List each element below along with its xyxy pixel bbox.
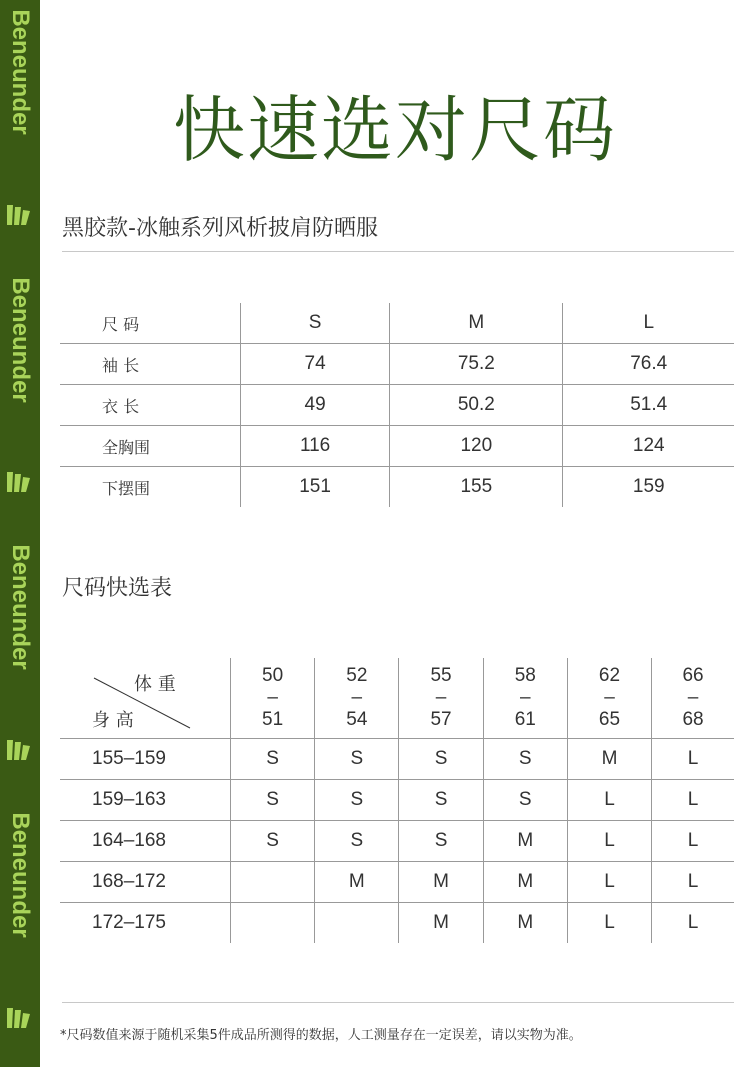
header-cell: M bbox=[390, 303, 563, 344]
size-cell: S bbox=[399, 780, 483, 821]
size-cell: L bbox=[652, 903, 734, 944]
weight-range-cell: 58 – 61 bbox=[483, 658, 567, 739]
header-cell: L bbox=[563, 303, 734, 344]
weight-range-cell: 50 – 51 bbox=[231, 658, 315, 739]
row-label: 衣 长 bbox=[60, 385, 241, 426]
size-cell: L bbox=[567, 862, 651, 903]
height-range-cell: 172–175 bbox=[92, 912, 166, 933]
divider bbox=[62, 251, 734, 252]
size-cell bbox=[231, 903, 315, 944]
size-cell: S bbox=[399, 821, 483, 862]
table-cell: 51.4 bbox=[563, 385, 734, 426]
size-cell: S bbox=[483, 780, 567, 821]
size-cell bbox=[315, 903, 399, 944]
size-cell: M bbox=[483, 821, 567, 862]
size-cell: S bbox=[315, 821, 399, 862]
row-label: 袖 长 bbox=[60, 344, 241, 385]
weight-range-cell: 62 – 65 bbox=[567, 658, 651, 739]
brand-logo-icon bbox=[6, 203, 34, 227]
page-title: 快速选对尺码 bbox=[172, 88, 617, 172]
table-cell: 155 bbox=[390, 467, 563, 508]
size-table bbox=[60, 303, 734, 507]
table-cell: 116 bbox=[241, 426, 390, 467]
row-label: 全胸围 bbox=[60, 426, 241, 467]
height-label: 身 高 bbox=[92, 710, 134, 731]
table-row bbox=[60, 780, 734, 821]
size-cell: L bbox=[652, 739, 734, 780]
weight-label: 体 重 bbox=[134, 674, 176, 695]
brand-logo-icon bbox=[6, 470, 34, 494]
size-cell: L bbox=[652, 780, 734, 821]
quick-table-title: 尺码快选表 bbox=[62, 576, 173, 601]
size-cell: M bbox=[399, 903, 483, 944]
row-label: 下摆围 bbox=[102, 478, 151, 498]
size-cell: S bbox=[399, 739, 483, 780]
size-cell: M bbox=[483, 903, 567, 944]
size-cell: S bbox=[315, 739, 399, 780]
table-cell: 76.4 bbox=[563, 344, 734, 385]
weight-range-cell: 55 – 57 bbox=[399, 658, 483, 739]
table-row bbox=[60, 467, 734, 508]
table-cell: 151 bbox=[241, 467, 390, 508]
size-cell: L bbox=[567, 780, 651, 821]
table-cell: 50.2 bbox=[390, 385, 563, 426]
size-cell: M bbox=[315, 862, 399, 903]
divider bbox=[62, 1002, 734, 1003]
table-cell: 74 bbox=[241, 344, 390, 385]
header-cell: S bbox=[241, 303, 390, 344]
height-range-cell: 155–159 bbox=[60, 739, 231, 780]
size-cell: S bbox=[231, 821, 315, 862]
size-cell: M bbox=[483, 862, 567, 903]
table-cell: 75.2 bbox=[390, 344, 563, 385]
diagonal-header-cell bbox=[60, 658, 231, 739]
size-cell: L bbox=[567, 903, 651, 944]
size-cell: M bbox=[399, 862, 483, 903]
size-cell: L bbox=[652, 821, 734, 862]
size-cell: S bbox=[315, 780, 399, 821]
table-header-row bbox=[60, 658, 734, 739]
size-cell bbox=[231, 862, 315, 903]
size-cell: M bbox=[567, 739, 651, 780]
brand-side-stripe: Beneunder Beneunder Beneunder Beneunder bbox=[0, 0, 40, 1067]
brand-logo-icon bbox=[6, 1006, 34, 1030]
header-cell: 尺 码 bbox=[60, 303, 241, 344]
size-cell: S bbox=[231, 780, 315, 821]
table-cell: 159 bbox=[563, 467, 734, 508]
height-range-cell: 168–172 bbox=[60, 862, 231, 903]
size-cell: L bbox=[652, 862, 734, 903]
weight-range-cell: 66 – 68 bbox=[652, 658, 734, 739]
table-row bbox=[60, 862, 734, 903]
weight-range-cell: 52 – 54 bbox=[315, 658, 399, 739]
table-cell: 120 bbox=[390, 426, 563, 467]
table-row bbox=[60, 821, 734, 862]
brand-logo-icon bbox=[6, 738, 34, 762]
table-row bbox=[60, 385, 734, 426]
height-range-cell: 164–168 bbox=[60, 821, 231, 862]
table-row bbox=[60, 903, 734, 944]
table-cell: 124 bbox=[563, 426, 734, 467]
table-header-row bbox=[60, 303, 734, 344]
table-row bbox=[60, 426, 734, 467]
table-cell: 49 bbox=[241, 385, 390, 426]
table-row bbox=[60, 344, 734, 385]
size-cell: L bbox=[567, 821, 651, 862]
table-row bbox=[60, 739, 734, 780]
footnote: *尺码数值来源于随机采集5件成品所测得的数据，人工测量存在一定误差，请以实物为准。 bbox=[60, 1028, 582, 1043]
quick-size-table bbox=[60, 658, 734, 943]
product-name: 黑胶款-冰触系列风析披肩防晒服 bbox=[62, 216, 378, 241]
size-cell: S bbox=[231, 739, 315, 780]
size-cell: S bbox=[483, 739, 567, 780]
height-range-cell: 159–163 bbox=[60, 780, 231, 821]
